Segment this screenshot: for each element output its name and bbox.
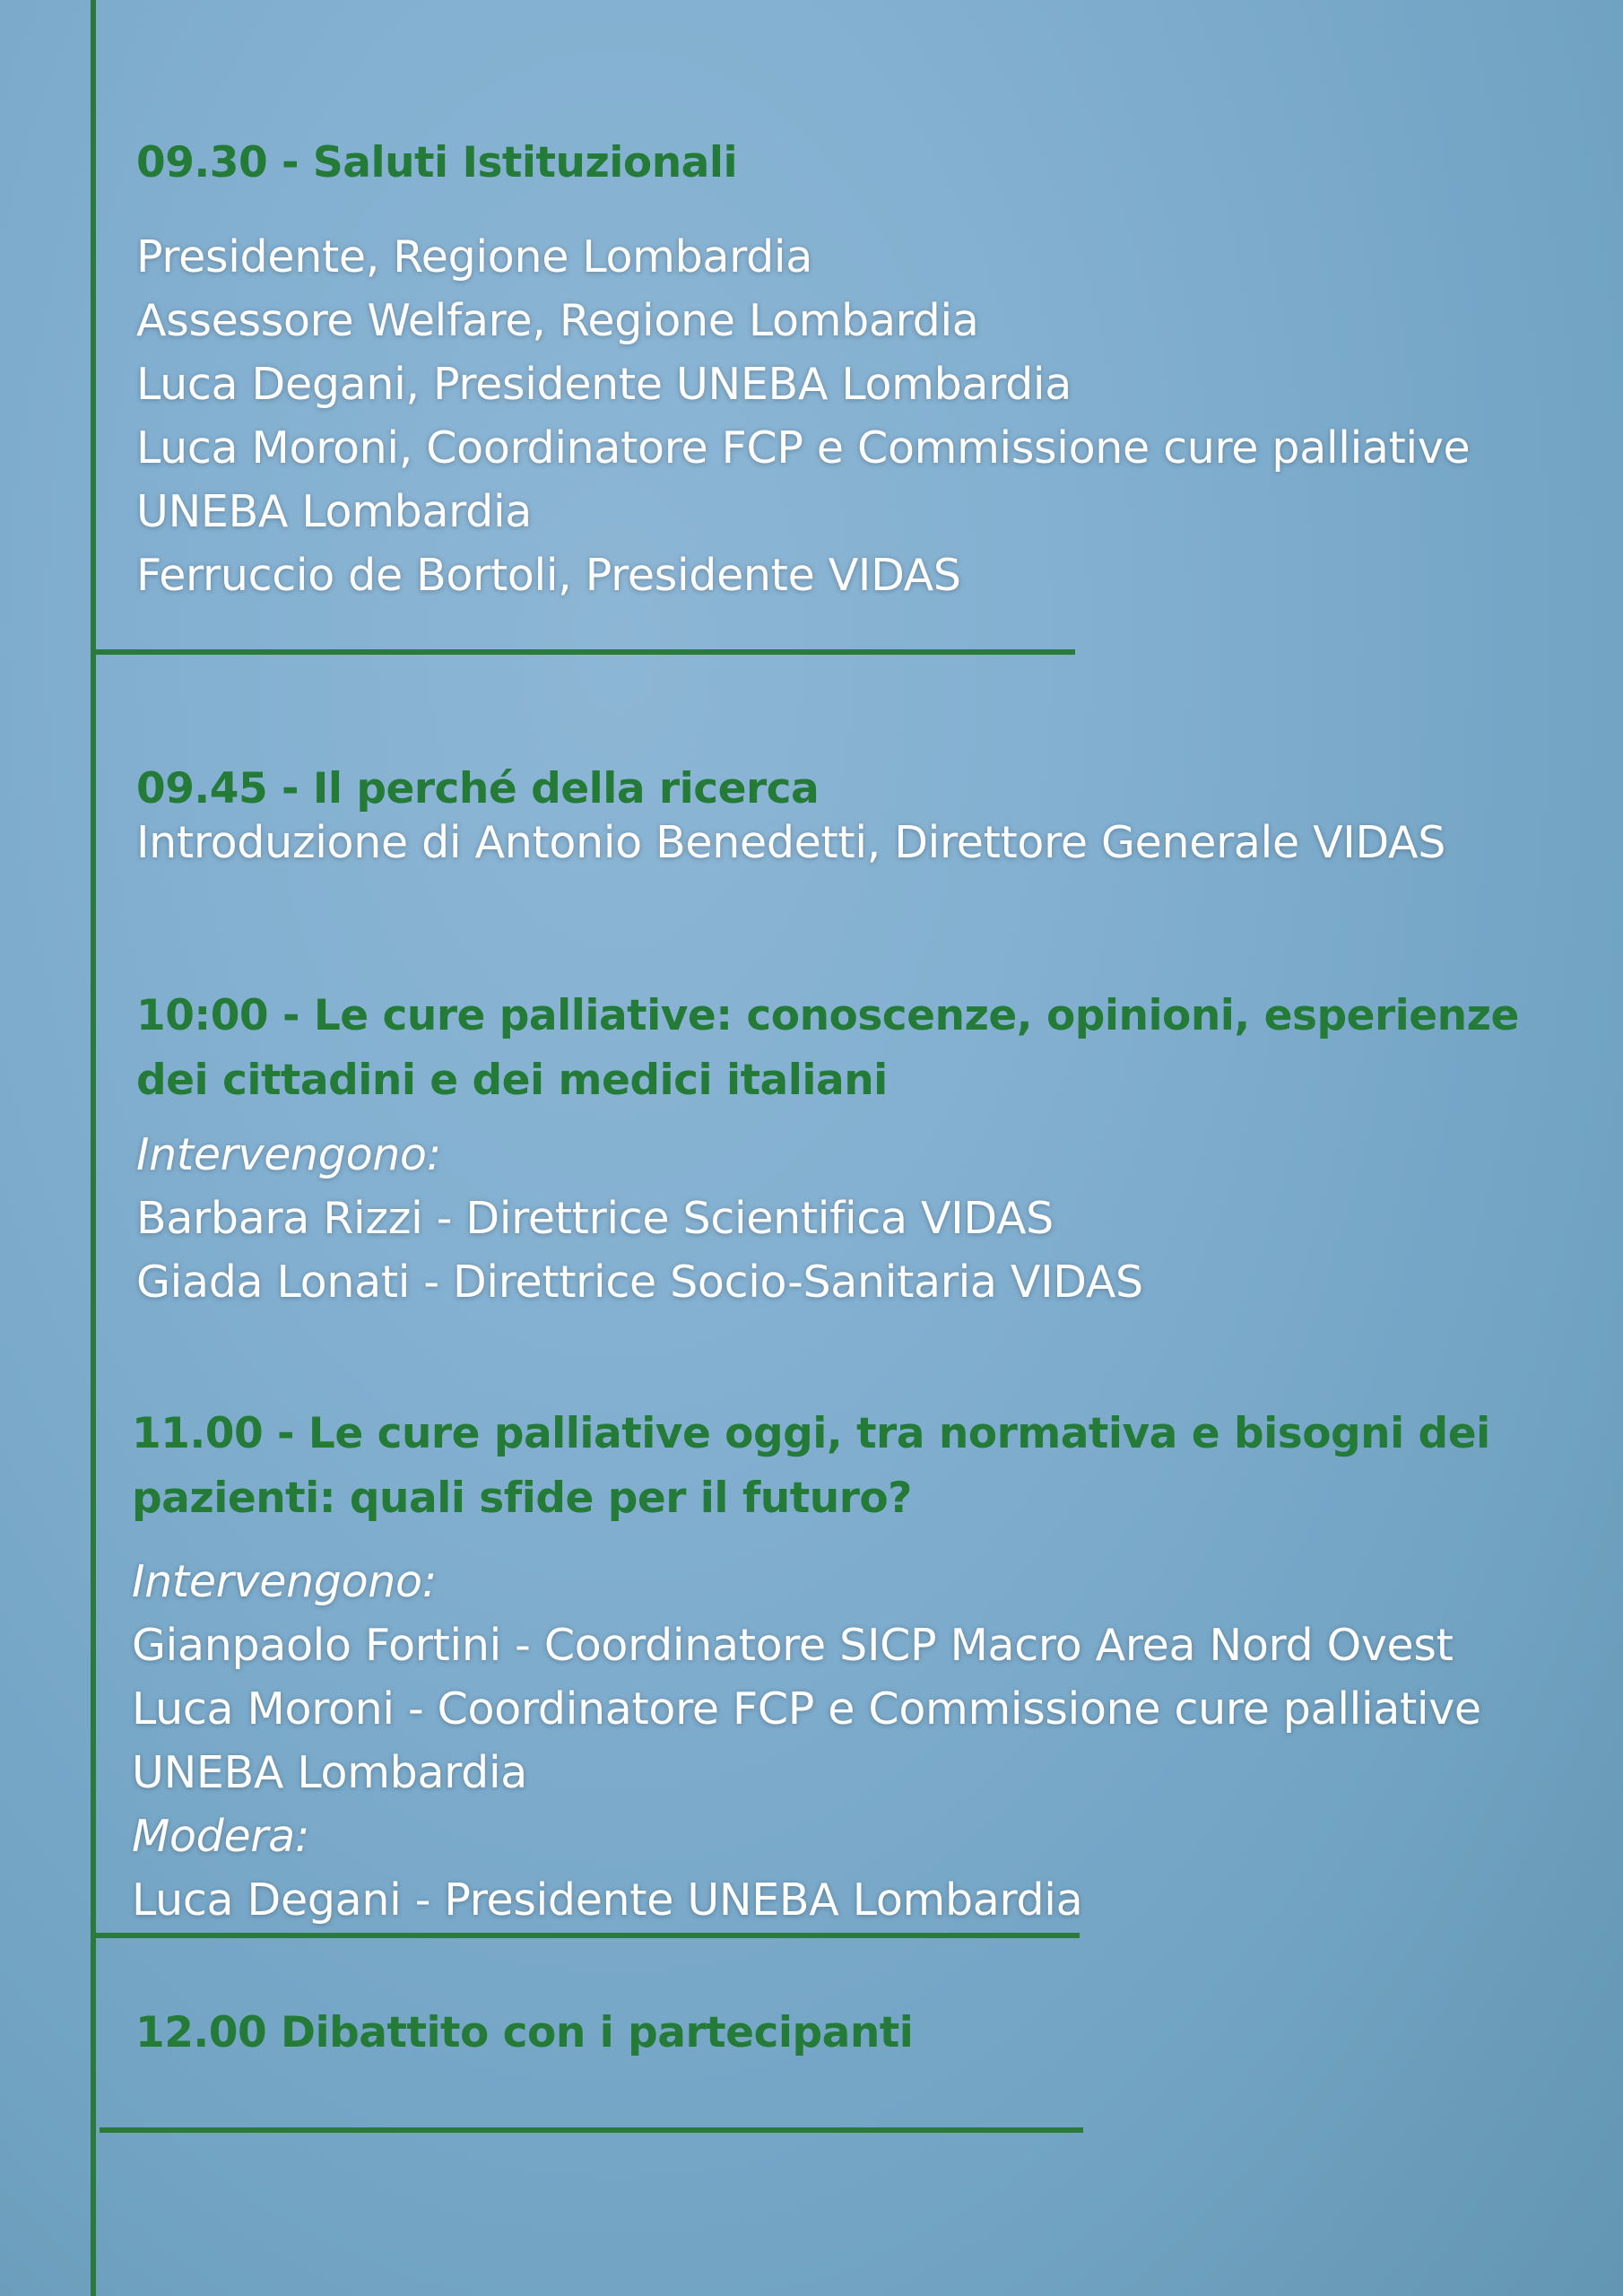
session-title-line: 10:00 - Le cure palliative: conoscenze, opinioni, esperienze: [136, 991, 1519, 1040]
session-title: 09.30 - Saluti Istituzionali: [136, 138, 738, 187]
session-title-line: dei cittadini e dei medici italiani: [136, 1056, 888, 1105]
speaker-line: Introduzione di Antonio Benedetti, Direttore Generale VIDAS: [136, 817, 1446, 868]
moderator-label: Modera:: [132, 1811, 310, 1862]
session-il-perche-della-ricerca: [136, 757, 1445, 874]
section-divider: [91, 1933, 1080, 1938]
speaker-line: Barbara Rizzi - Direttrice Scientifica VIDAS: [136, 1193, 1054, 1244]
session-title: 09.45 - Il perché della ricerca: [136, 764, 820, 813]
speakers-intro: Intervengono:: [132, 1556, 437, 1607]
session-cure-palliative-conoscenze: [136, 984, 1519, 1113]
session-speakers: [136, 1123, 1143, 1314]
session-title: 12.00 Dibattito con i partecipanti: [135, 2008, 914, 2057]
session-speakers: [136, 225, 1470, 607]
speaker-line: Luca Degani, Presidente UNEBA Lombardia: [136, 359, 1072, 410]
speaker-line: UNEBA Lombardia: [132, 1747, 527, 1798]
session-saluti-istituzionali: [136, 131, 737, 196]
speakers-intro: Intervengono:: [136, 1129, 441, 1180]
timeline-vertical-line: [91, 0, 96, 2296]
speaker-line: Assessore Welfare, Regione Lombardia: [136, 295, 979, 346]
session-speakers: [132, 1550, 1481, 1932]
session-cure-palliative-oggi: [132, 1402, 1490, 1531]
moderator-line: Luca Degani - Presidente UNEBA Lombardia: [132, 1874, 1083, 1926]
session-dibattito: [135, 2001, 913, 2066]
session-title-line: pazienti: quali sfide per il futuro?: [132, 1474, 912, 1523]
section-divider: [91, 649, 1075, 655]
section-divider: [100, 2127, 1083, 2133]
speaker-line: UNEBA Lombardia: [136, 486, 532, 537]
speaker-line: Luca Moroni - Coordinatore FCP e Commissione cure palliative: [132, 1683, 1481, 1735]
session-title-line: 11.00 - Le cure palliative oggi, tra normativa e bisogni dei: [132, 1409, 1490, 1458]
speaker-line: Ferruccio de Bortoli, Presidente VIDAS: [136, 550, 961, 601]
speaker-line: Presidente, Regione Lombardia: [136, 231, 812, 283]
speaker-line: Gianpaolo Fortini - Coordinatore SICP Macro Area Nord Ovest: [132, 1620, 1454, 1671]
speaker-line: Giada Lonati - Direttrice Socio-Sanitaria VIDAS: [136, 1257, 1143, 1308]
speaker-line: Luca Moroni, Coordinatore FCP e Commissione cure palliative: [136, 422, 1471, 474]
